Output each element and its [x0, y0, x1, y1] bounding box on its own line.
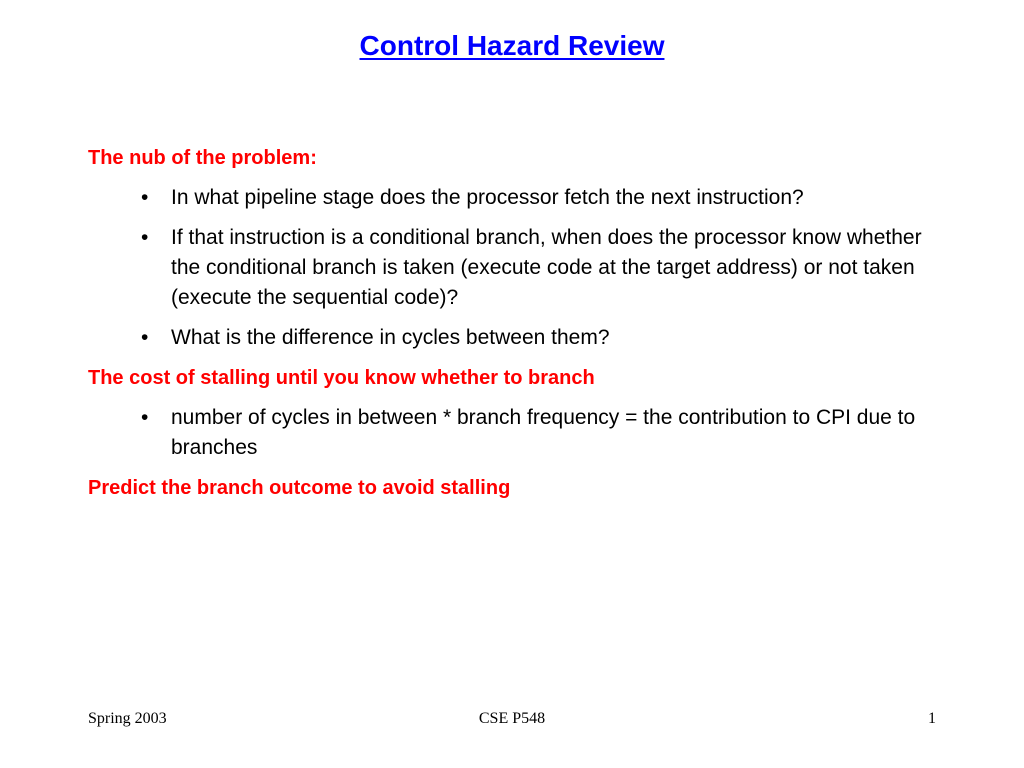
bullet-item	[88, 323, 938, 353]
section-heading-problem: The nub of the problem:	[88, 147, 317, 169]
footer-course: CSE P548	[478, 710, 546, 727]
section-heading-predict: Predict the branch outcome to avoid stalling	[88, 477, 511, 499]
bullet-item	[88, 223, 938, 313]
bullet-list-cost	[88, 403, 938, 463]
section-heading-cost: The cost of stalling until you know whether to branch	[88, 367, 595, 389]
bullet-icon: •	[141, 186, 149, 209]
bullet-text: What is the difference in cycles between them?	[171, 326, 610, 349]
footer-date: Spring 2003	[88, 710, 167, 727]
bullet-list-problem	[88, 183, 938, 353]
bullet-icon: •	[141, 326, 149, 349]
bullet-text: If that instruction is a conditional branch, when does the processor know whether the conditional branch is taken (execute code at the target address) or not taken (execute the sequential code)?	[171, 226, 922, 309]
bullet-icon: •	[141, 406, 149, 429]
slide-title: Control Hazard Review	[359, 30, 665, 61]
bullet-icon: •	[141, 226, 149, 249]
bullet-text: number of cycles in between * branch frequency = the contribution to CPI due to branches	[171, 406, 916, 459]
footer-page-number: 1	[928, 710, 936, 727]
bullet-item	[88, 183, 938, 213]
bullet-item	[88, 403, 938, 463]
slide-content	[88, 143, 938, 513]
bullet-text: In what pipeline stage does the processor fetch the next instruction?	[171, 186, 804, 209]
